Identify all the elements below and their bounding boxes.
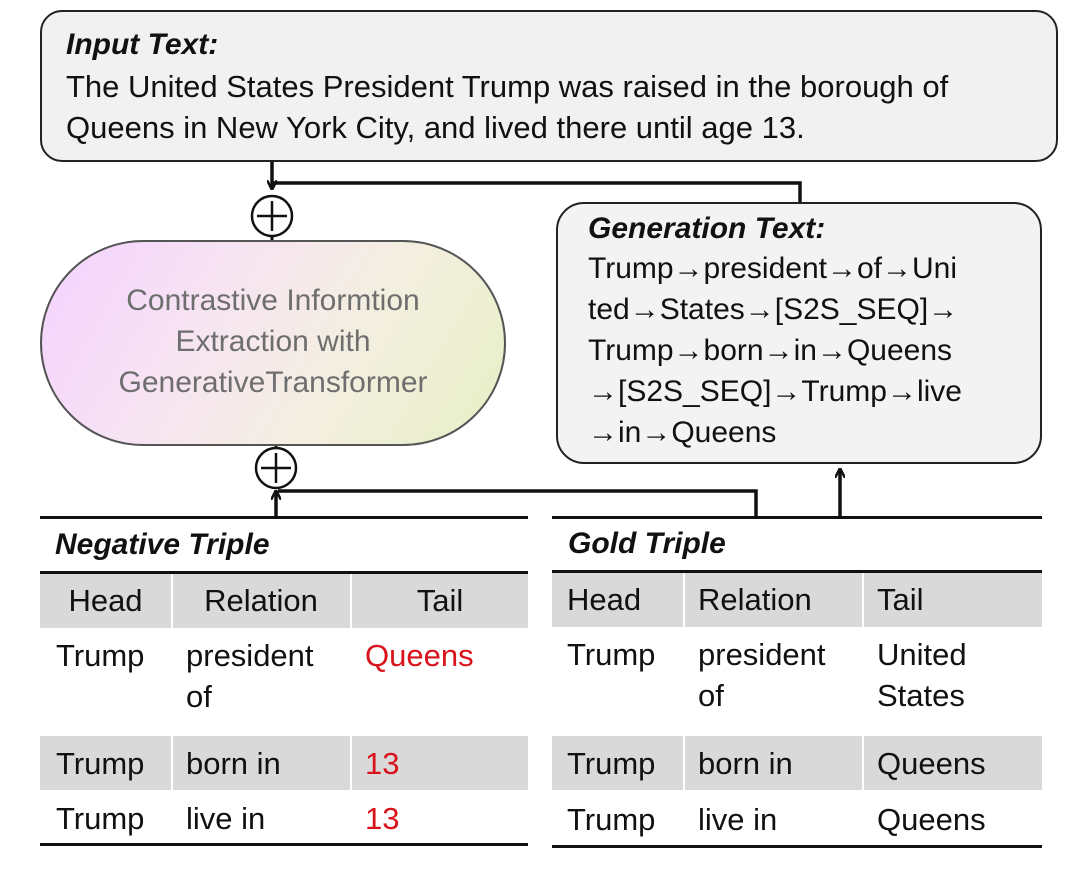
generation-line-5: →in→Queens xyxy=(588,416,777,449)
gold-row-1-tail: United States xyxy=(877,637,967,713)
gold-header-head: Head xyxy=(567,582,642,617)
gold-row-3-head: Trump xyxy=(567,802,656,837)
generation-line-4: →[S2S_SEQ]→Trump→live xyxy=(588,375,962,408)
generation-text-title: Generation Text: xyxy=(588,212,826,245)
gold-col-divider xyxy=(862,736,864,790)
gold-table-bottom-rule xyxy=(552,845,1042,848)
negative-row-2-head: Trump xyxy=(56,746,145,781)
input-text-line-2: Queens in New York City, and lived there until age 13. xyxy=(66,110,805,145)
feedback-arrow xyxy=(272,162,800,202)
negative-row-3-head: Trump xyxy=(56,801,145,836)
negative-table-top-rule xyxy=(40,516,528,519)
gold-row-3-tail: Queens xyxy=(877,802,986,837)
negative-col-divider xyxy=(350,736,352,790)
negative-row-1-relation: president of xyxy=(186,638,314,714)
model-label-line-3: GenerativeTransformer xyxy=(118,366,428,399)
negative-header-relation: Relation xyxy=(204,583,318,618)
negative-row-1-tail: Queens xyxy=(365,638,474,673)
gold-row-2-relation: born in xyxy=(698,746,793,781)
negative-row-1-head: Trump xyxy=(56,638,145,673)
model-label-line-1: Contrastive Informtion xyxy=(126,284,420,317)
gold-row-1-relation: president of xyxy=(698,637,826,713)
gold-row-2-tail: Queens xyxy=(877,746,986,781)
input-text-title: Input Text: xyxy=(66,28,219,61)
negative-table-title: Negative Triple xyxy=(55,528,270,561)
negative-table-bottom-rule xyxy=(40,843,528,846)
gold-header-relation: Relation xyxy=(698,582,812,617)
negative-header-head: Head xyxy=(68,583,143,618)
generation-line-2: ted→States→[S2S_SEQ]→ xyxy=(588,293,959,326)
gold-table-title: Gold Triple xyxy=(568,527,726,560)
top-combine-icon xyxy=(252,196,292,236)
negative-row-2-tail: 13 xyxy=(365,746,400,781)
generation-line-3: Trump→born→in→Queens xyxy=(588,334,953,367)
generation-line-1: Trump→president→of→Uni xyxy=(588,252,958,285)
gold-header-tail: Tail xyxy=(877,582,924,617)
gold-col-divider xyxy=(683,736,685,790)
negative-header-tail: Tail xyxy=(416,583,464,618)
gold-row-2-head: Trump xyxy=(567,746,656,781)
gold-to-model-arrow xyxy=(276,491,756,518)
input-text-line-1: The United States President Trump was raised in the borough of xyxy=(66,69,949,104)
gold-table-top-rule xyxy=(552,516,1042,519)
gold-row-3-relation: live in xyxy=(698,802,778,837)
bottom-combine-icon xyxy=(256,448,296,488)
negative-row-2-relation: born in xyxy=(186,746,281,781)
gold-col-divider xyxy=(862,573,864,627)
model-label-line-2: Extraction with xyxy=(175,325,371,358)
negative-row-3-tail: 13 xyxy=(365,801,400,836)
gold-row-1-head: Trump xyxy=(567,637,656,672)
gold-col-divider xyxy=(683,573,685,627)
negative-col-divider xyxy=(171,736,173,790)
negative-row-3-relation: live in xyxy=(186,801,266,836)
